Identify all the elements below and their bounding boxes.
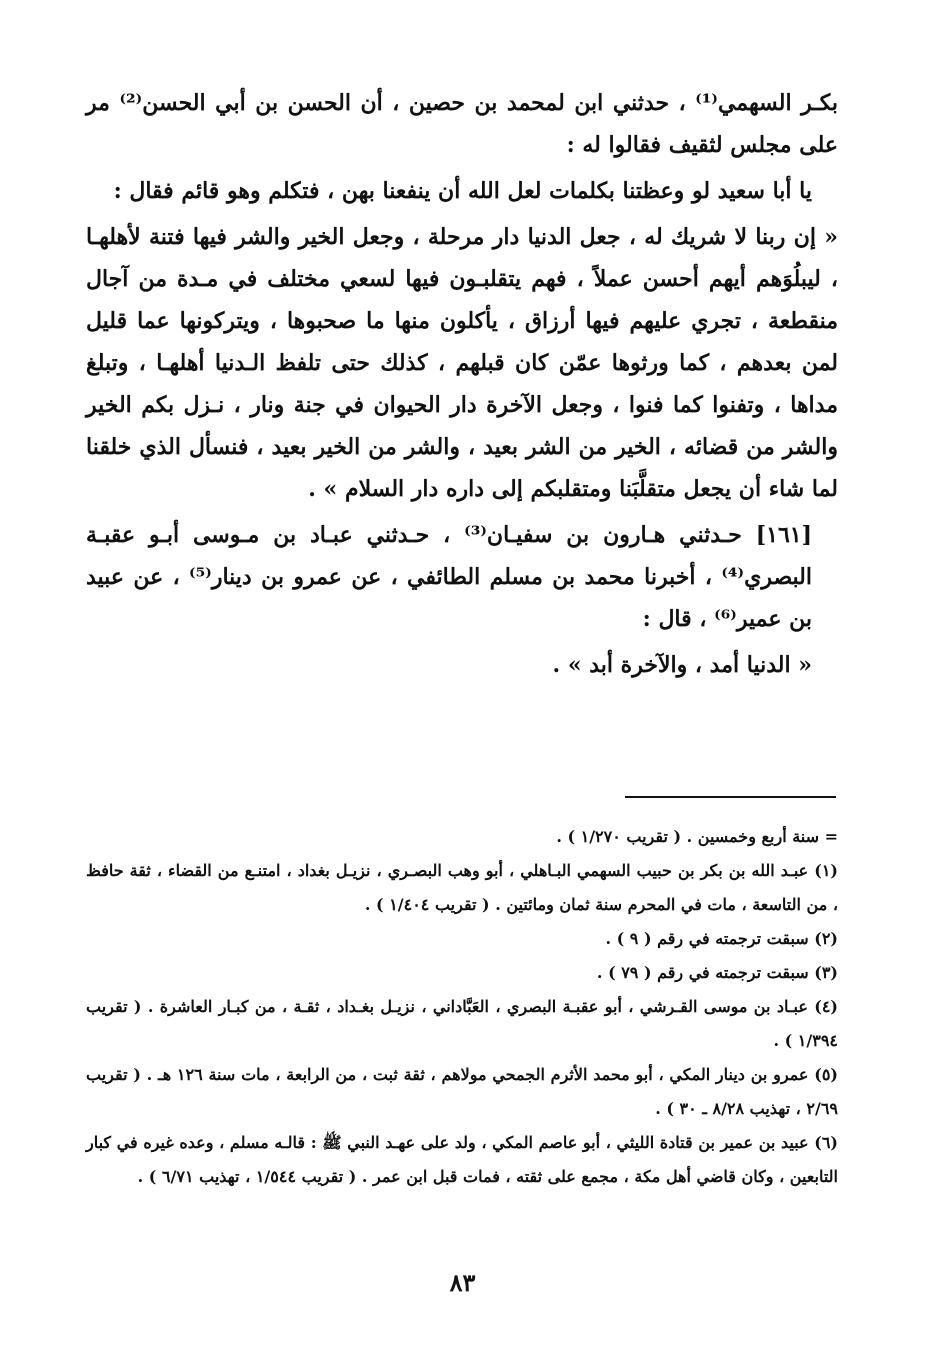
footnote-divider bbox=[625, 796, 836, 798]
footnote-continuation: = سنة أربع وخمسين . ( تقريب ١/٢٧٠ ) . bbox=[556, 827, 838, 846]
paragraph-sermon: « إن ربنا لا شريك له ، جعل الدنيا دار مرحلة ، وجعل الخير والشر فيها فتنة لأهلهـا ، ليبلُوَهم أيهم أحسن عملاً ، فهم يتقلبـون فيها لسعي مختلف في مـدة من آجال منقطعة ، تجري عليهم فيها أرزاق ، يأكلون منها ما صحبوها ، ويتركونها عما قليل لمن بعدهم ، كما ورثوها عمّن كان قبلهم ، كذلك حتى تلفظ الـدنيا أهلهـا ، وتبلغ مداها ، وتفنوا كما فنوا ، وجعل الآخرة دار الحيوان في جنة ونار ، نـزل بكم الخير والشر من قضائه ، الخير من الشر بعيد ، والشر من الخير بعيد ، فنسأل الذي خلقنا لما شاء أن يجعل متقلَّبَنا ومتقلبكم إلى داره دار السلام » . bbox=[86, 224, 838, 502]
paragraph-saying: « الدنيا أمد ، والآخرة أبد » . bbox=[552, 652, 812, 678]
footnote-6: (٦) عبيد بن عمير بن قتادة الليثي ، أبو عاصم المكي ، ولد على عهـد النبي ﷺ : قالـه مسلم ، وعده غيره في كبار التابعين ، وكان قاضي أهل مكة ، مجمع على ثقته ، فمات قبل ابن عمر . ( تقريب ١/٥٤٤ ، تهذيب ٦/٧١ ) . bbox=[86, 1133, 838, 1186]
footnote-4: (٤) عبـاد بن موسى القـرشي ، أبو عقبـة البصري ، العَبَّاداني ، نزيـل بغـداد ، ثقـة ، من كبـار العاشرة . ( تقريب ١/٣٩٤ ) . bbox=[86, 997, 838, 1050]
footnote-2: (٢) سبقت ترجمته في رقم ( ٩ ) . bbox=[605, 929, 838, 948]
footnote-3: (٣) سبقت ترجمته في رقم ( ٧٩ ) . bbox=[596, 963, 838, 982]
main-text-block bbox=[86, 82, 838, 686]
paragraph-narration-chain: بكـر السهمي⁽¹⁾ ، حدثني ابن لمحمد بن حصين ، أن الحسن بن أبي الحسن⁽²⁾ مر على مجلس لثقيف فقالوا له : bbox=[86, 90, 838, 158]
footnote-5: (٥) عمرو بن دينار المكي ، أبو محمد الأثرم الجمحي مولاهم ، ثقة ثبت ، من الرابعة ، مات سنة ١٢٦ هـ . ( تقريب ٢/٦٩ ، تهذيب ٨/٢٨ ـ ٣٠ ) . bbox=[86, 1065, 838, 1118]
footnotes-block bbox=[86, 820, 838, 1194]
paragraph-question: يا أبا سعيد لو وعظتنا بكلمات لعل الله أن ينفعنا بهن ، فتكلم وهو قائم فقال : bbox=[113, 178, 812, 204]
page-number: ٨٣ bbox=[449, 1268, 476, 1297]
footnote-1: (١) عبـد الله بن بكر بن حبيب السهمي البـاهلي ، أبو وهب البصـري ، نزيـل بغداد ، امتنـع من القضاء ، ثقة حافظ ، من التاسعة ، مات في المحرم سنة ثمان ومائتين . ( تقريب ١/٤٠٤ ) . bbox=[86, 861, 838, 914]
paragraph-hadith-161: [١٦١] حـدثني هـارون بن سفيـان⁽³⁾ ، حـدثني عبـاد بن مـوسى أبـو عقبـة البصري⁽⁴⁾ ، أخبرنا محمد بن مسلم الطائفي ، عن عمرو بن دينار⁽⁵⁾ ، عن عبيد بن عمير⁽⁶⁾ ، قال : bbox=[86, 522, 812, 632]
